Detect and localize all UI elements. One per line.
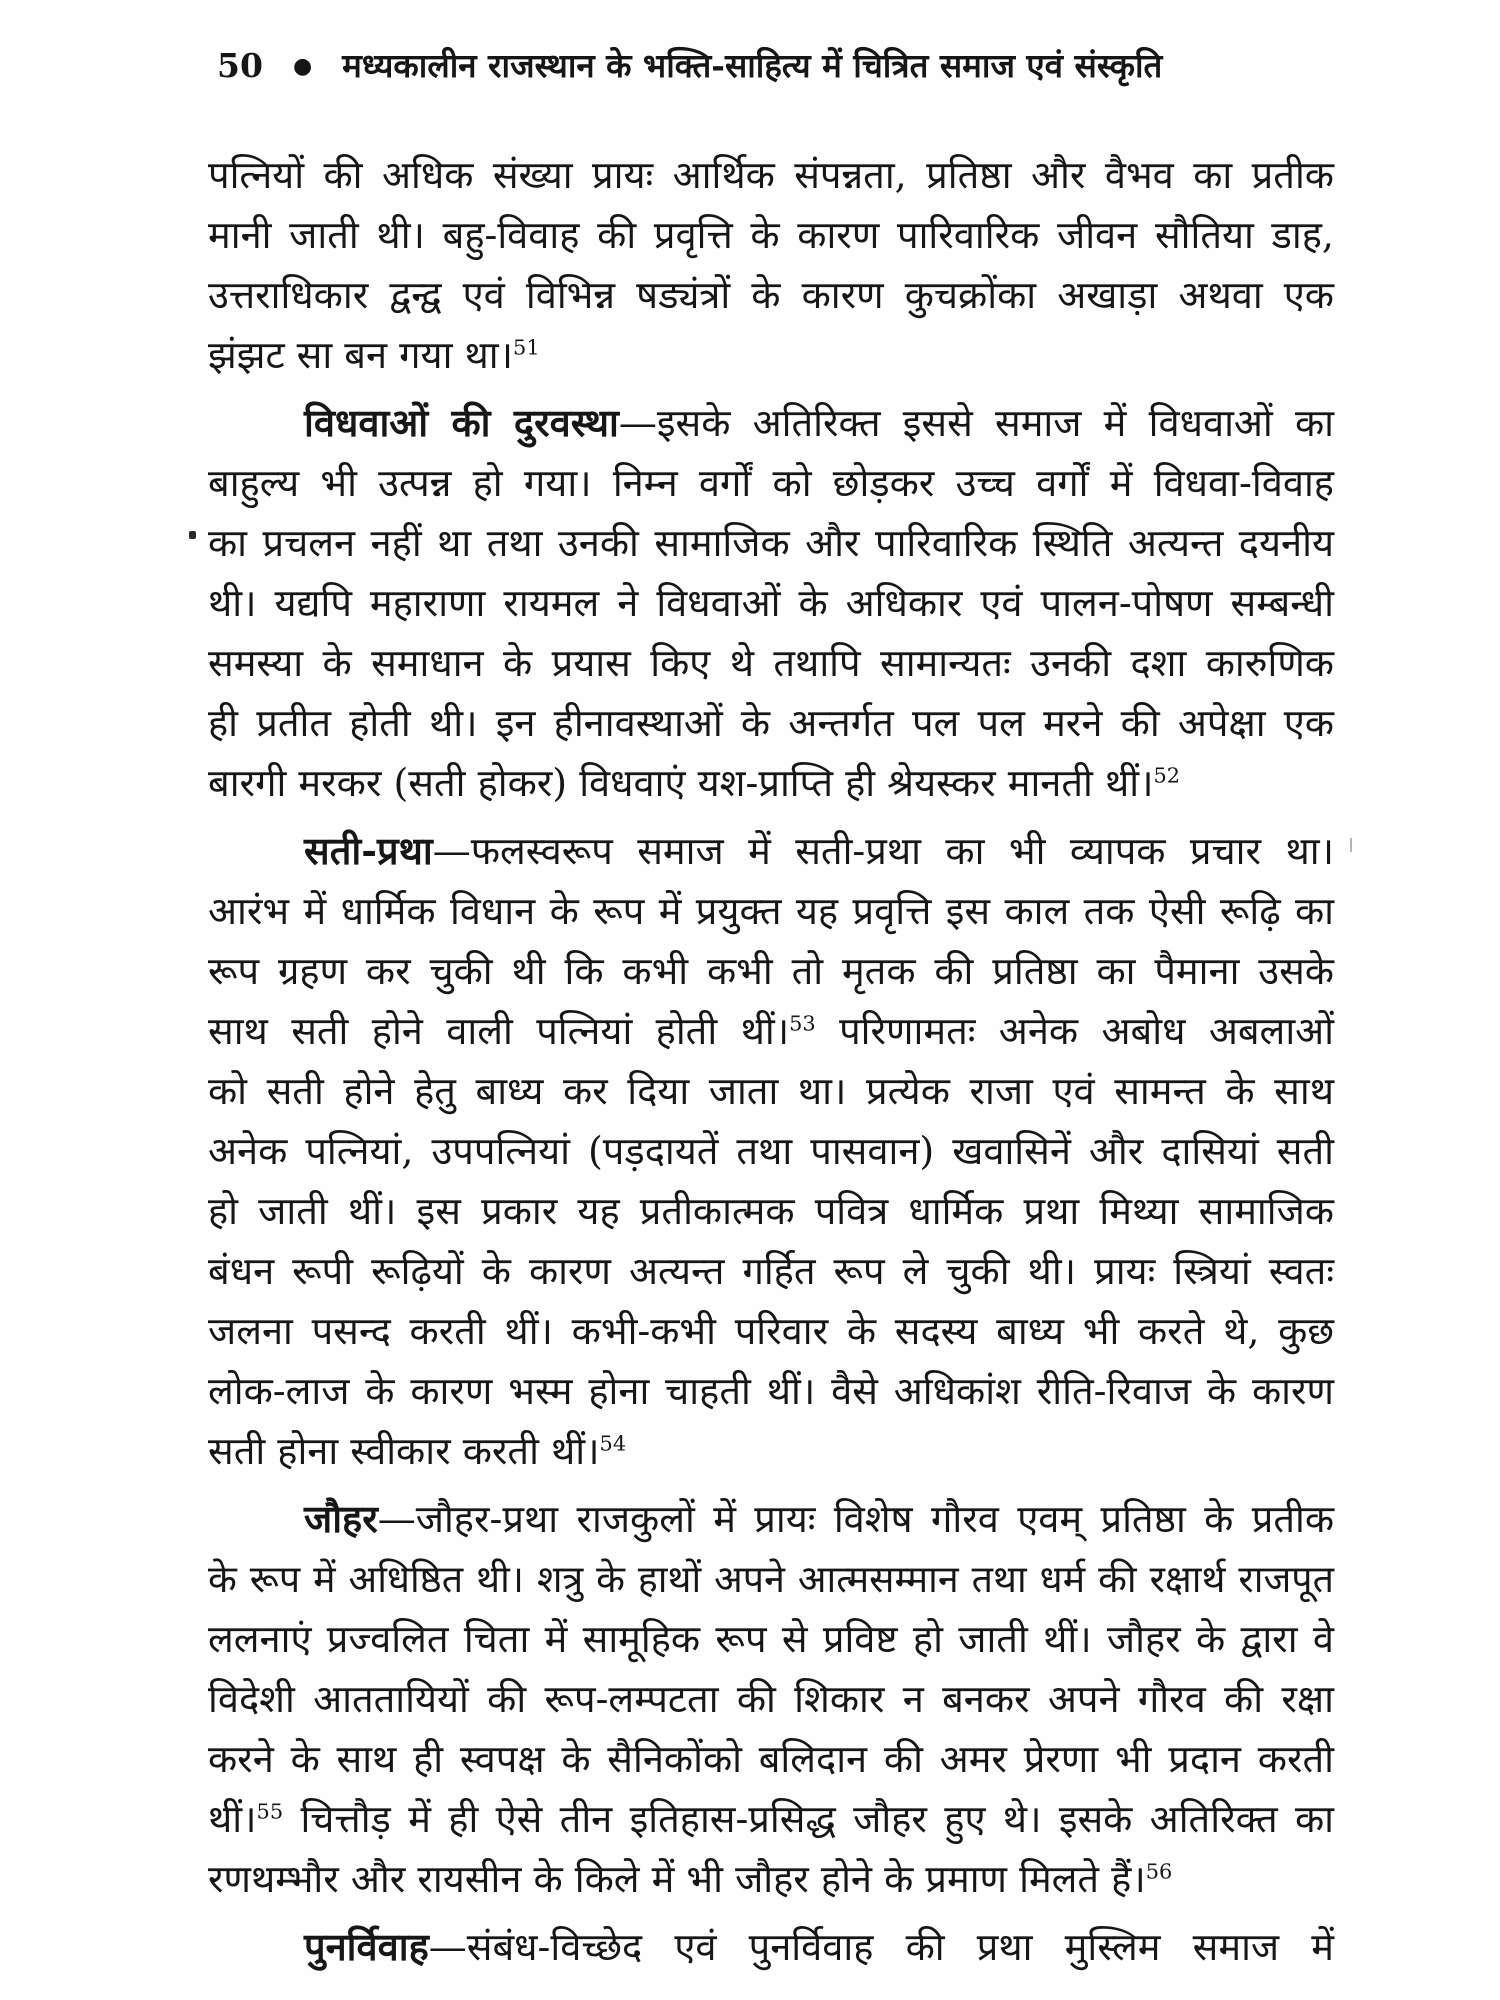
text-line: का प्रचलन नहीं था तथा उनकी सामाजिक और पारिवारिक स्थिति अत्यन्त दयनीय <box>208 521 1334 565</box>
text-line: अनेक पत्नियां, उपपत्नियां (पड़दायतें तथा पासवान) खवासिनें और दासियां सती <box>208 1129 1334 1173</box>
running-header <box>217 44 1334 88</box>
text-line <box>208 1917 1334 1977</box>
text-line <box>208 821 1334 881</box>
footnote-ref: 51 <box>513 335 540 360</box>
text-line: के रूप में अधिष्ठित थी। शत्रु के हाथों अपने आत्मसम्मान तथा धर्म की रक्षार्थ राजपूत <box>208 1557 1334 1601</box>
text-line <box>208 1421 1334 1481</box>
heading-widows-plight: विधवाओं की दुरवस्था <box>304 400 619 445</box>
text-line: समस्या के समाधान के प्रयास किए थे तथापि सामान्यतः उनकी दशा कारुणिक <box>208 641 1334 685</box>
text-line <box>208 325 1334 385</box>
text-line: विदेशी आततायियों की रूप-लम्पटता की शिकार न बनकर अपने गौरव की रक्षा <box>208 1677 1334 1721</box>
text-line: हो जाती थीं। इस प्रकार यह प्रतीकात्मक पवित्र धार्मिक प्रथा मिथ्या सामाजिक <box>208 1189 1334 1233</box>
text-line <box>208 1849 1334 1909</box>
scan-speck <box>189 531 196 539</box>
paragraph-jauhar <box>208 1489 1334 1909</box>
footnote-ref: 56 <box>1145 1859 1173 1884</box>
body-text <box>208 145 1334 1977</box>
line-text: —इसके अतिरिक्त इससे समाज में विधवाओं का <box>618 401 1334 445</box>
line-text: झंझट सा बन गया था। <box>208 333 514 377</box>
text-line: ललनाएं प्रज्वलित चिता में सामूहिक रूप से प्रविष्ट हो जाती थीं। जौहर के द्वारा वे <box>208 1617 1334 1661</box>
text-line <box>208 1789 1334 1849</box>
text-line: बंधन रूपी रूढ़ियों के कारण अत्यन्त गर्हित रूप ले चुकी थी। प्रायः स्त्रियां स्वतः <box>208 1249 1334 1293</box>
heading-sati-pratha: सती-प्रथा <box>304 828 433 873</box>
text-line: जलना पसन्द करती थीं। कभी-कभी परिवार के सदस्य बाध्य भी करते थे, कुछ <box>208 1309 1334 1353</box>
line-text: चित्तौड़ में ही ऐसे तीन इतिहास-प्रसिद्ध जौहर हुए थे। इसके अतिरिक्त का <box>283 1797 1334 1841</box>
line-text: बारगी मरकर (सती होकर) विधवाएं यश-प्राप्ति ही श्रेयस्कर मानती थीं। <box>208 761 1154 805</box>
line-text: —संबंध-विच्छेद एवं पुनर्विवाह की प्रथा मुस्लिम समाज में <box>428 1925 1334 1969</box>
text-line: रूप ग्रहण कर चुकी थी कि कभी कभी तो मृतक की प्रतिष्ठा का पैमाना उसके <box>208 949 1334 993</box>
scan-speck <box>1350 838 1352 852</box>
line-text: —फलस्वरूप समाज में सती-प्रथा का भी व्यापक प्रचार था। <box>432 829 1334 873</box>
line-text: रणथम्भौर और रायसीन के किले में भी जौहर होने के प्रमाण मिलते हैं। <box>208 1857 1146 1901</box>
text-line: बाहुल्य भी उत्पन्न हो गया। निम्न वर्गों को छोड़कर उच्च वर्गों में विधवा-विवाह <box>208 461 1334 505</box>
text-line: उत्तराधिकार द्वन्द्व एवं विभिन्न षड्यंत्रों के कारण कुचक्रोंका अखाड़ा अथवा एक <box>208 273 1334 317</box>
footnote-ref: 54 <box>599 1431 627 1456</box>
text-line <box>208 1001 1334 1061</box>
line-text: थीं। <box>208 1797 257 1841</box>
bullet-separator: ● <box>292 53 313 79</box>
line-text: सती होना स्वीकार करती थीं। <box>208 1429 600 1473</box>
text-line: पत्नियों की अधिक संख्या प्रायः आर्थिक संपन्नता, प्रतिष्ठा और वैभव का प्रतीक <box>208 153 1334 197</box>
text-line: करने के साथ ही स्वपक्ष के सैनिकोंको बलिदान की अमर प्रेरणा भी प्रदान करती <box>208 1737 1334 1781</box>
line-text: परिणामतः अनेक अबोध अबलाओं <box>815 1009 1334 1053</box>
footnote-ref: 53 <box>789 1011 816 1036</box>
paragraph-polygamy <box>208 145 1334 385</box>
paragraph-sati <box>208 821 1334 1481</box>
text-line: लोक-लाज के कारण भस्म होना चाहती थीं। वैसे अधिकांश रीति-रिवाज के कारण <box>208 1369 1334 1413</box>
heading-jauhar: जौहर <box>304 1496 378 1541</box>
text-line <box>208 1489 1334 1549</box>
heading-remarriage: पुनर्विवाह <box>304 1924 429 1969</box>
paragraph-widows <box>208 393 1334 813</box>
text-line: थी। यद्यपि महाराणा रायमल ने विधवाओं के अधिकार एवं पालन-पोषण सम्बन्धी <box>208 581 1334 625</box>
line-text: साथ सती होने वाली पत्नियां होती थीं। <box>208 1009 790 1053</box>
text-line: आरंभ में धार्मिक विधान के रूप में प्रयुक्त यह प्रवृत्ति इस काल तक ऐसी रूढ़ि का <box>208 889 1334 933</box>
footnote-ref: 55 <box>256 1799 284 1824</box>
page-number: 50 <box>217 46 263 85</box>
running-title: मध्यकालीन राजस्थान के भक्ति-साहित्य में चित्रित समाज एवं संस्कृति <box>342 46 1163 85</box>
text-line: को सती होने हेतु बाध्य कर दिया जाता था। प्रत्येक राजा एवं सामन्त के साथ <box>208 1069 1334 1113</box>
text-line: ही प्रतीत होती थी। इन हीनावस्थाओं के अन्तर्गत पल पल मरने की अपेक्षा एक <box>208 701 1334 745</box>
text-line <box>208 753 1334 813</box>
line-text: —जौहर-प्रथा राजकुलों में प्रायः विशेष गौरव एवम् प्रतिष्ठा के प्रतीक <box>377 1497 1334 1541</box>
text-line: मानी जाती थी। बहु-विवाह की प्रवृत्ति के कारण पारिवारिक जीवन सौतिया डाह, <box>208 213 1334 257</box>
paragraph-remarriage <box>208 1917 1334 1977</box>
footnote-ref: 52 <box>1153 763 1181 788</box>
text-line <box>208 393 1334 453</box>
